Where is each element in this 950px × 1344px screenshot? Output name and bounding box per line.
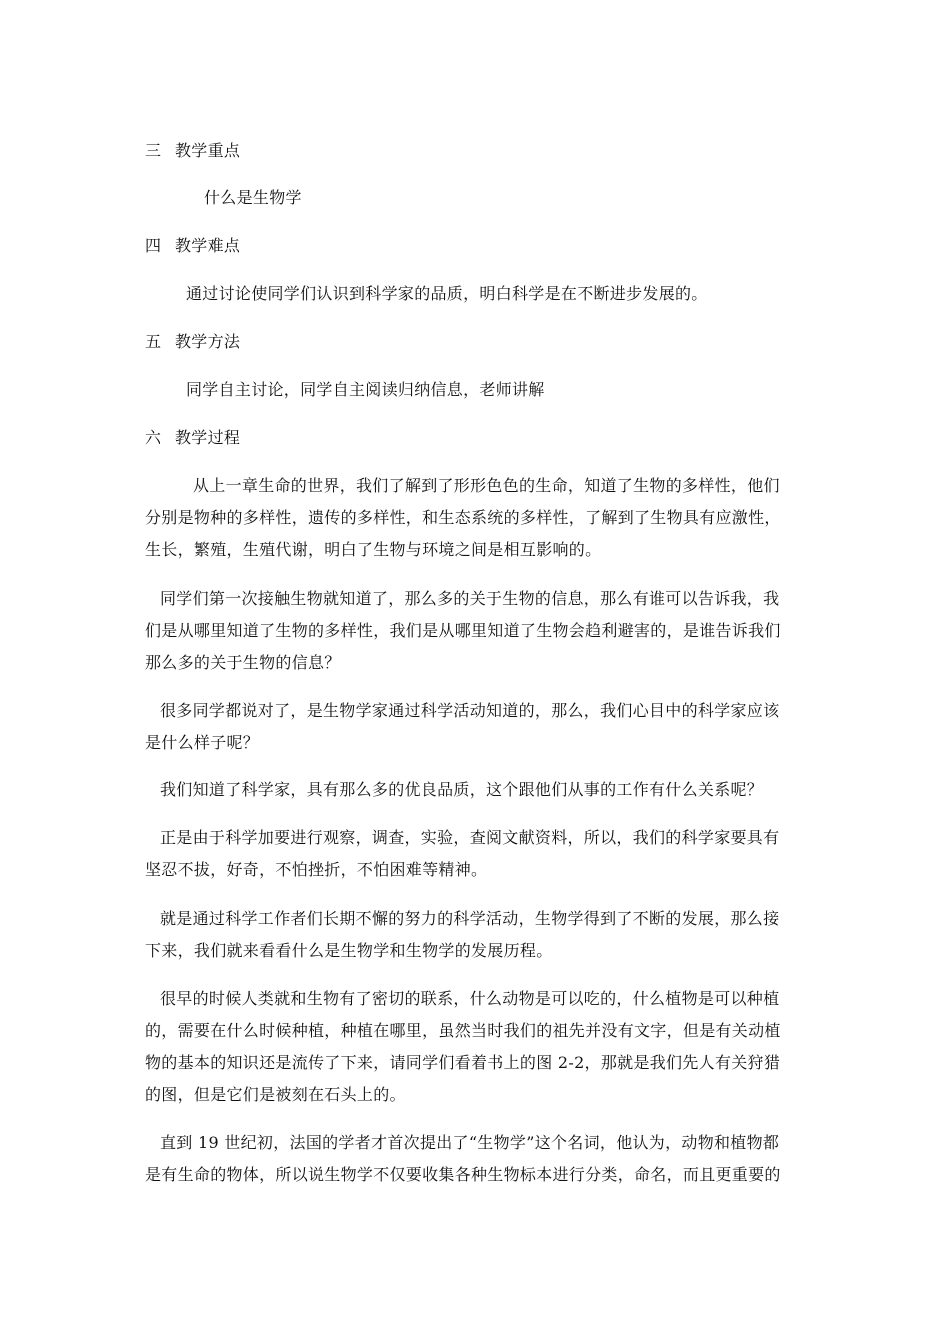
section-body-4: 通过讨论使同学们认识到科学家的品质，明白科学是在不断进步发展的。 [186,284,708,303]
paragraph-line: 很早的时候人类就和生物有了密切的联系，什么动物是可以吃的，什么植物是可以种植 [160,989,780,1008]
paragraph-line: 正是由于科学加要进行观察，调查，实验，查阅文献资料，所以，我们的科学家要具有 [160,828,780,847]
paragraph-line: 那么多的关于生物的信息？ [145,653,341,672]
section-number: 五 [145,332,162,351]
section-body-3: 什么是生物学 [204,188,302,207]
paragraph-line: 我们知道了科学家，具有那么多的优良品质，这个跟他们从事的工作有什么关系呢？ [160,780,764,799]
paragraph-line: 就是通过科学工作者们长期不懈的努力的科学活动，生物学得到了不断的发展，那么接 [160,909,780,928]
section-title: 教学难点 [175,236,241,255]
paragraph-line: 们是从哪里知道了生物的多样性，我们是从哪里知道了生物会趋利避害的，是谁告诉我们 [145,621,781,640]
section-heading-5 [145,332,240,352]
paragraph-line: 从上一章生命的世界，我们了解到了形形色色的生命，知道了生物的多样性，他们 [193,476,780,495]
section-title: 教学重点 [175,141,241,160]
paragraph-line: 是什么样子呢？ [145,733,260,752]
paragraph-line: 同学们第一次接触生物就知道了，那么多的关于生物的信息，那么有谁可以告诉我，我 [160,589,780,608]
paragraph-line: 的图，但是它们是被刻在石头上的。 [145,1085,406,1104]
section-title: 教学过程 [175,428,241,447]
section-heading-4 [145,236,240,256]
paragraph-line: 很多同学都说对了，是生物学家通过科学活动知道的，那么，我们心目中的科学家应该 [160,701,780,720]
paragraph-line: 物的基本的知识还是流传了下来，请同学们看着书上的图 2-2，那就是我们先人有关狩猎 [145,1053,781,1072]
paragraph-line: 下来，我们就来看看什么是生物学和生物学的发展历程。 [145,941,553,960]
section-heading-6 [145,428,240,448]
paragraph-line: 直到 19 世纪初，法国的学者才首次提出了“生物学”这个名词，他认为，动物和植物都 [160,1133,780,1152]
section-title: 教学方法 [175,332,241,351]
section-number: 四 [145,236,162,255]
paragraph-line: 的，需要在什么时候种植，种植在哪里，虽然当时我们的祖先并没有文字，但是有关动植 [145,1021,781,1040]
section-heading-3 [145,141,240,161]
paragraph-line: 生长，繁殖，生殖代谢，明白了生物与环境之间是相互影响的。 [145,540,602,559]
section-body-5: 同学自主讨论，同学自主阅读归纳信息，老师讲解 [186,380,545,399]
paragraph-line: 分别是物种的多样性，遗传的多样性，和生态系统的多样性，了解到了生物具有应激性， [145,508,781,527]
paragraph-line: 是有生命的物体，所以说生物学不仅要收集各种生物标本进行分类，命名，而且更重要的 [145,1165,781,1184]
paragraph-line: 坚忍不拔，好奇，不怕挫折，不怕困难等精神。 [145,860,488,879]
section-number: 三 [145,141,162,160]
section-number: 六 [145,428,162,447]
